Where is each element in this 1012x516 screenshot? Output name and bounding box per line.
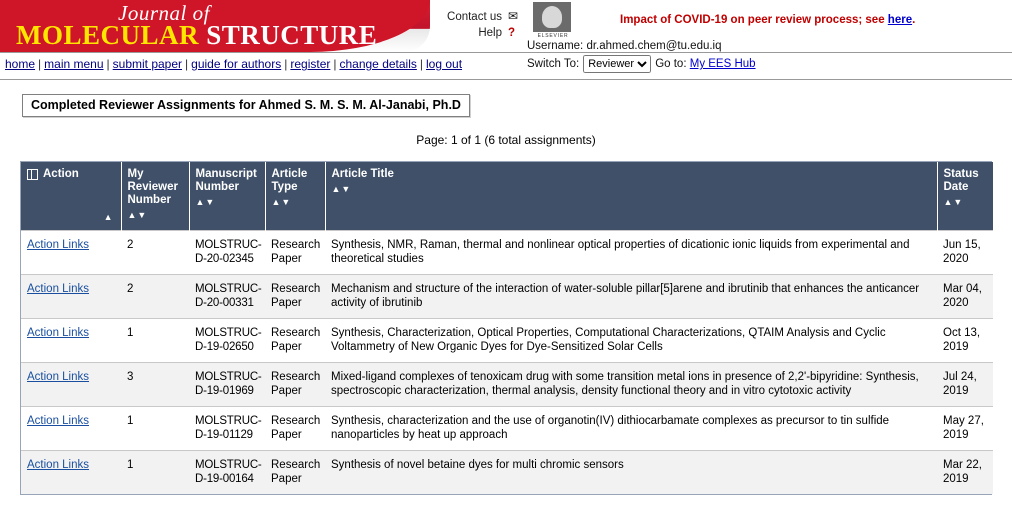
row-action-cell[interactable] xyxy=(21,319,121,363)
table-row xyxy=(21,407,993,451)
row-status-date: May 27, 2019 xyxy=(937,407,993,451)
nav-item-submit-paper[interactable]: submit paper xyxy=(112,57,183,71)
row-article-title: Synthesis, Characterization, Optical Properties, Computational Characterizations, QTAIM Analysis and Cyclic Voltammetry of New Organic Dyes for Dye-Sensitized Solar Cells xyxy=(325,319,937,363)
sort-arrows-status-date[interactable]: ▲▼ xyxy=(943,197,964,207)
row-article-title: Synthesis of novel betaine dyes for multi chromic sensors xyxy=(325,451,937,495)
column-chooser-icon[interactable] xyxy=(27,169,38,180)
covid-notice xyxy=(620,14,915,26)
row-article-type: Research Paper xyxy=(265,275,325,319)
row-reviewer-number: 1 xyxy=(121,451,189,495)
elsevier-wordmark: ELSEVIER xyxy=(537,33,569,39)
row-article-type: Research Paper xyxy=(265,451,325,495)
action-links[interactable]: Action Links xyxy=(27,415,90,427)
contact-us-row[interactable] xyxy=(440,8,518,25)
sort-arrows-reviewer-number[interactable]: ▲▼ xyxy=(127,210,148,220)
row-reviewer-number: 3 xyxy=(121,363,189,407)
elsevier-tree-icon xyxy=(533,2,571,32)
row-reviewer-number: 2 xyxy=(121,231,189,275)
column-header-status-date[interactable] xyxy=(937,162,993,231)
nav-item-log-out[interactable]: log out xyxy=(426,57,463,71)
row-manuscript-number: MOLSTRUC-D-19-02650 xyxy=(189,319,265,363)
page-title-container xyxy=(22,94,470,117)
table-row xyxy=(21,275,993,319)
sort-arrows-article-title[interactable]: ▲▼ xyxy=(331,184,352,194)
row-article-type: Research Paper xyxy=(265,363,325,407)
table-row xyxy=(21,363,993,407)
row-status-date: Oct 13, 2019 xyxy=(937,319,993,363)
journal-title-word1: MOLECULAR xyxy=(16,20,200,50)
nav-separator: | xyxy=(333,57,337,71)
table-header-row xyxy=(21,162,993,231)
nav-separator: | xyxy=(106,57,110,71)
row-status-date: Mar 04, 2020 xyxy=(937,275,993,319)
page-title: Completed Reviewer Assignments for Ahmed S. M. S. M. Al-Janabi, Ph.D xyxy=(22,94,470,117)
action-links[interactable]: Action Links xyxy=(27,283,90,295)
nav-item-guide-for-authors[interactable]: guide for authors xyxy=(191,57,282,71)
row-article-title: Synthesis, NMR, Raman, thermal and nonlinear optical properties of dicationic ionic liquids from experimental and theoretical studies xyxy=(325,231,937,275)
column-header-action-label: Action xyxy=(43,168,79,180)
row-manuscript-number: MOLSTRUC-D-19-01969 xyxy=(189,363,265,407)
row-action-cell[interactable] xyxy=(21,451,121,495)
username-label: Username: xyxy=(527,40,584,52)
help-label: Help xyxy=(478,27,502,39)
nav-separator: | xyxy=(284,57,288,71)
row-reviewer-number: 1 xyxy=(121,407,189,451)
action-links[interactable]: Action Links xyxy=(27,327,90,339)
journal-banner xyxy=(0,0,430,52)
table-row xyxy=(21,231,993,275)
switch-role-select[interactable] xyxy=(583,55,651,73)
action-links[interactable]: Action Links xyxy=(27,371,90,383)
column-header-manuscript-number-label: Manuscript Number xyxy=(195,168,257,193)
user-session-info xyxy=(527,37,756,73)
contact-us-label: Contact us xyxy=(447,11,502,23)
table-row xyxy=(21,319,993,363)
row-article-title: Mixed-ligand complexes of tenoxicam drug with some transition metal ions in presence of 2,2'-bipyridine: Synthesis, spectroscopic characterization, thermal analysis, density functional theory and in vitro cytotoxic activity xyxy=(325,363,937,407)
row-reviewer-number: 2 xyxy=(121,275,189,319)
row-reviewer-number: 1 xyxy=(121,319,189,363)
nav-item-change-details[interactable]: change details xyxy=(339,57,417,71)
column-header-reviewer-number-label: My Reviewer Number xyxy=(127,168,179,206)
column-header-reviewer-number[interactable] xyxy=(121,162,189,231)
row-article-type: Research Paper xyxy=(265,319,325,363)
switch-to-label: Switch To: xyxy=(527,58,580,71)
username-value: dr.ahmed.chem@tu.edu.iq xyxy=(586,40,722,52)
column-header-status-date-label: Status Date xyxy=(943,168,979,193)
nav-item-register[interactable]: register xyxy=(290,57,331,71)
nav-separator: | xyxy=(185,57,189,71)
row-status-date: Jul 24, 2019 xyxy=(937,363,993,407)
row-status-date: Mar 22, 2019 xyxy=(937,451,993,495)
row-manuscript-number: MOLSTRUC-D-20-00331 xyxy=(189,275,265,319)
column-header-manuscript-number[interactable] xyxy=(189,162,265,231)
nav-item-main-menu[interactable]: main menu xyxy=(44,57,104,71)
row-action-cell[interactable] xyxy=(21,275,121,319)
journal-of-text: Journal of xyxy=(118,1,210,25)
row-action-cell[interactable] xyxy=(21,363,121,407)
action-links[interactable]: Action Links xyxy=(27,239,90,251)
row-status-date: Jun 15, 2020 xyxy=(937,231,993,275)
site-header xyxy=(0,0,1012,52)
row-article-type: Research Paper xyxy=(265,407,325,451)
row-manuscript-number: MOLSTRUC-D-20-02345 xyxy=(189,231,265,275)
column-header-article-title[interactable] xyxy=(325,162,937,231)
assignments-table-container xyxy=(20,161,992,495)
envelope-icon[interactable]: ✉ xyxy=(508,9,519,23)
sort-arrow-action[interactable]: ▲ xyxy=(103,212,113,222)
completed-assignments-table xyxy=(21,162,993,494)
row-action-cell[interactable] xyxy=(21,407,121,451)
nav-links xyxy=(2,57,465,71)
nav-separator: | xyxy=(38,57,42,71)
help-row[interactable] xyxy=(440,25,518,41)
goto-label: Go to: xyxy=(655,58,687,71)
sort-arrows-manuscript-number[interactable]: ▲▼ xyxy=(195,197,216,207)
covid-notice-text: Impact of COVID-19 on peer review process; see xyxy=(620,14,888,26)
sort-arrows-article-type[interactable]: ▲▼ xyxy=(271,197,292,207)
switch-role-row xyxy=(527,55,756,73)
action-links[interactable]: Action Links xyxy=(27,459,90,471)
my-ees-hub-link[interactable]: My EES Hub xyxy=(689,58,756,71)
row-article-title: Synthesis, characterization and the use of organotin(IV) dithiocarbamate complexes as precursor to tin sulfide nanoparticles by heat up approach xyxy=(325,407,937,451)
row-action-cell[interactable] xyxy=(21,231,121,275)
covid-notice-link[interactable]: here xyxy=(887,14,913,26)
journal-title-logo xyxy=(16,20,377,51)
row-article-title: Mechanism and structure of the interaction of water-soluble pillar[5]arene and ibrutinib that enhances the anticancer activity of ibrutinib xyxy=(325,275,937,319)
page-counter: Page: 1 of 1 (6 total assignments) xyxy=(416,133,596,147)
row-manuscript-number: MOLSTRUC-D-19-01129 xyxy=(189,407,265,451)
row-manuscript-number: MOLSTRUC-D-19-00164 xyxy=(189,451,265,495)
main-navigation-bar xyxy=(0,40,1012,80)
nav-item-home[interactable]: home xyxy=(5,57,36,71)
column-header-article-type-label: Article Type xyxy=(271,168,308,193)
nav-separator: | xyxy=(419,57,423,71)
column-header-action[interactable] xyxy=(21,162,121,231)
question-mark-icon[interactable]: ? xyxy=(508,27,516,39)
journal-title-word2: STRUCTURE xyxy=(206,20,378,50)
table-row xyxy=(21,451,993,495)
contact-help-block xyxy=(440,8,518,41)
covid-notice-text-end: . xyxy=(912,14,916,26)
username-row xyxy=(527,37,756,55)
column-header-article-title-label: Article Title xyxy=(331,168,394,180)
column-header-article-type[interactable] xyxy=(265,162,325,231)
row-article-type: Research Paper xyxy=(265,231,325,275)
